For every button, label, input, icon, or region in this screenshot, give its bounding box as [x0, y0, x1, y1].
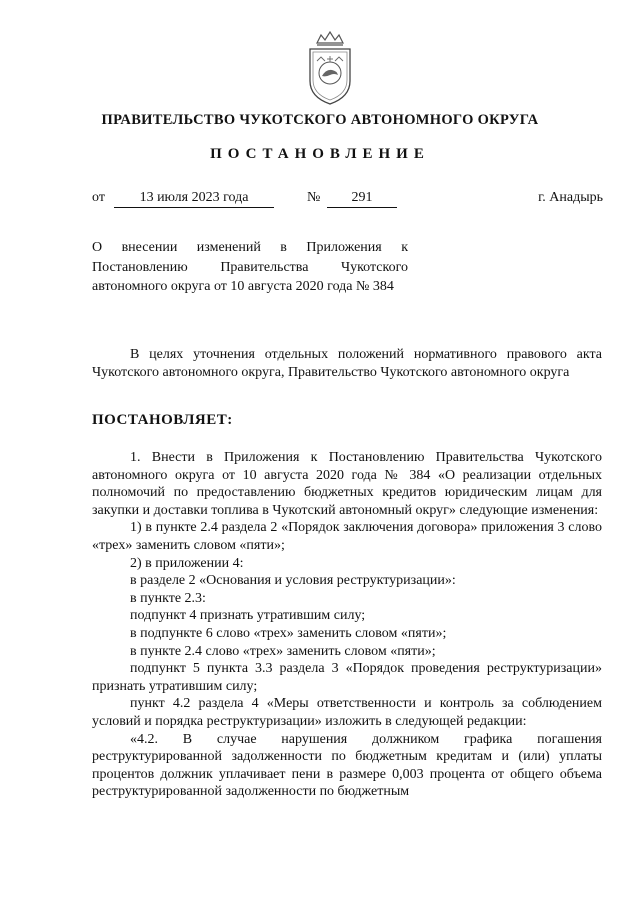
preamble-paragraph: [92, 346, 602, 382]
city-label: г. Анадырь: [538, 190, 603, 205]
body-paragraph: 2) в приложении 4:: [130, 555, 244, 571]
document-body: [92, 449, 602, 801]
body-paragraph: в пункте 2.4 слово «трех» заменить словом «пяти»;: [130, 643, 436, 659]
date-prefix-label: от: [92, 190, 105, 205]
body-paragraph: 1) в пункте 2.4 раздела 2 «Порядок заключения договора» приложения 3 слово «трех» заменить словом «пяти»;: [92, 520, 602, 553]
body-paragraph: в разделе 2 «Основания и условия реструктуризации»:: [130, 573, 456, 589]
body-paragraph: 1. Внести в Приложения к Постановлению Правительства Чукотского автономного округа от 10 августа 2020 года № 384 «О реализации отдельных полномочий по предоставлению бюджетных кредитов юридическим лицам для закупки и доставки топлива в Чукотский автономный округ» следующие изменения:: [92, 450, 602, 518]
body-paragraph: подпункт 5 пункта 3.3 раздела 3 «Порядок проведения реструктуризации» признать утратившим силу;: [92, 661, 602, 694]
organization-title: ПРАВИТЕЛЬСТВО ЧУКОТСКОГО АВТОНОМНОГО ОКРУГА: [101, 112, 539, 128]
body-paragraph: в подпункте 6 слово «трех» заменить словом «пяти»;: [130, 625, 447, 641]
decree-heading: ПОСТАНОВЛЯЕТ:: [92, 412, 233, 428]
document-type-title: ПОСТАНОВЛЕНИЕ: [210, 146, 430, 162]
body-paragraph: пункт 4.2 раздела 4 «Меры ответственности и контроль за соблюдением условий и порядка реструктуризации» изложить в следующей редакции:: [92, 696, 602, 729]
coat-of-arms-icon: [303, 29, 357, 107]
document-subject: О внесении изменений в Приложения к Постановлению Правительства Чукотского автономного округа от 10 августа 2020 года № 384: [92, 240, 408, 294]
document-date: 13 июля 2023 года: [114, 189, 274, 208]
body-paragraph: «4.2. В случае нарушения должником графика погашения реструктурированной задолженности по бюджетным кредитам и (или) уплаты процентов должник уплачивает пени в размере 0,003 процента от общего объема реструктурированной задолженности по бюджетным: [92, 731, 602, 800]
body-paragraph: подпункт 4 признать утратившим силу;: [130, 608, 366, 624]
number-label: №: [307, 190, 321, 205]
body-paragraph: в пункте 2.3:: [130, 590, 206, 606]
document-number: 291: [327, 189, 397, 208]
preamble-text: В целях уточнения отдельных положений нормативного правового акта Чукотского автономного округа, Правительство Чукотского автономного округа: [92, 347, 602, 380]
